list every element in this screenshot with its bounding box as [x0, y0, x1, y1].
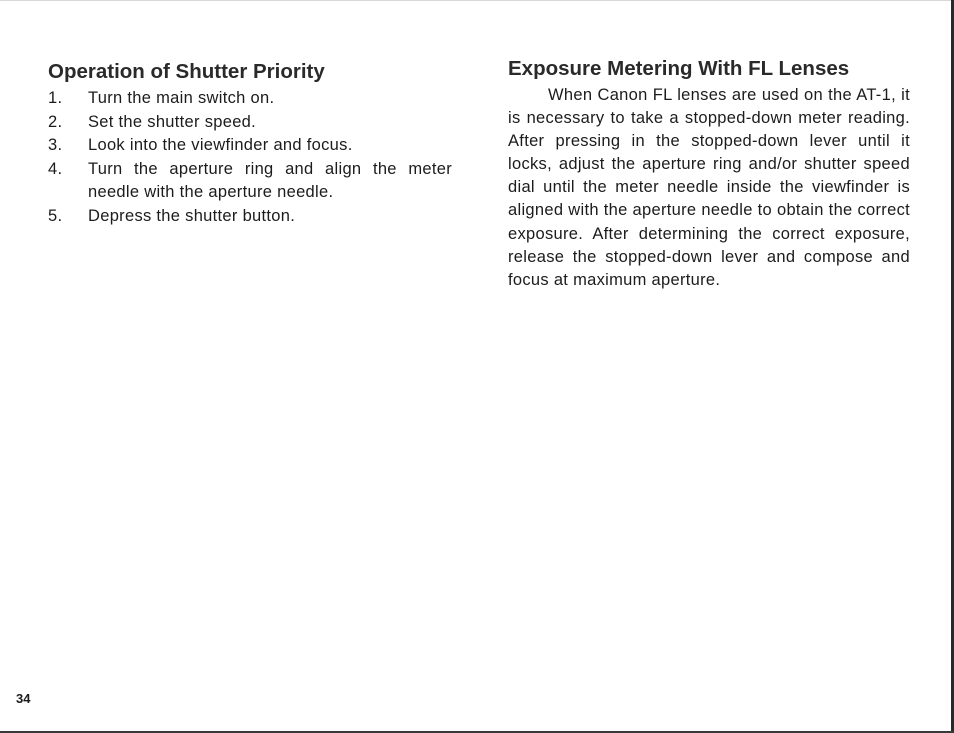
- step-number: 2.: [48, 112, 63, 131]
- fl-lens-metering-section: [508, 54, 910, 292]
- section-heading-shutter-priority: Operation of Shutter Priority: [48, 60, 325, 83]
- step-number: 3.: [48, 136, 63, 154]
- step-number: 4.: [48, 159, 63, 178]
- step-text: Depress the shutter button.: [88, 206, 296, 225]
- shutter-priority-section: [48, 57, 452, 228]
- step-text: Turn the main switch on.: [88, 89, 275, 107]
- step-item: [48, 205, 452, 229]
- step-text: Turn the aperture ring and align the meter needle with the aperture needle.: [88, 159, 452, 201]
- scan-edge-top: [0, 0, 954, 1]
- step-item: [48, 111, 452, 135]
- section-heading-fl-lens-metering: Exposure Metering With FL Lenses: [508, 57, 850, 80]
- step-item: [48, 87, 452, 111]
- steps-list: [48, 87, 452, 228]
- step-text: Set the shutter speed.: [88, 112, 257, 131]
- step-number: 1.: [48, 89, 63, 107]
- metering-paragraph: When Canon FL lenses are used on the AT-1, it is necessary to take a stopped-down meter reading. After pressing in the stopped-down lever until it locks, adjust the aperture ring and/or shutter speed dial until the meter needle inside the viewfinder is aligned with the aperture needle to obtain the correct exposure. After determining the correct exposure, release the stopped-down lever and compose and focus at maximum aperture.: [508, 86, 910, 289]
- step-number: 5.: [48, 206, 63, 225]
- step-item: [48, 134, 452, 158]
- step-item: [48, 158, 452, 205]
- step-text: Look into the viewfinder and focus.: [88, 136, 353, 154]
- page-number: 34: [16, 691, 31, 706]
